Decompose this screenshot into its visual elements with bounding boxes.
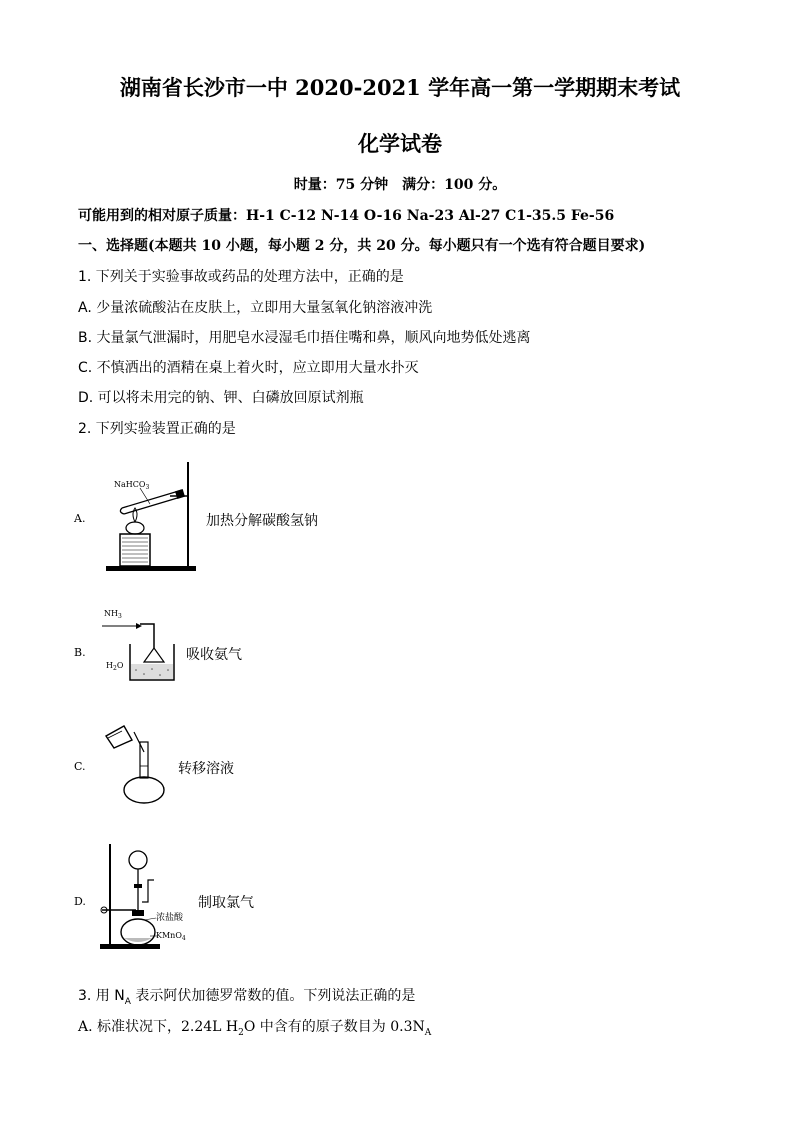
section-heading: 一、选择题(本题共 10 小题，每小题 2 分，共 20 分。每小题只有一个选有符合题目要求): [78, 238, 646, 254]
option-b-caption: 吸收氨气: [186, 647, 242, 663]
ammonia-absorption-figure: [96, 604, 176, 684]
atomic-masses: 可能用到的相对原子质量：H-1 C-12 N-14 O-16 Na-23 Al-27 C1-35.5 Fe-56: [78, 208, 615, 224]
option-c-caption: 转移溶液: [178, 761, 234, 777]
page-subtitle: 化学试卷: [358, 131, 442, 156]
option-d-letter: D.: [74, 895, 86, 908]
question-1-option-c: C. 不慎洒出的酒精在桌上着火时，应立即用大量水扑灭: [78, 360, 419, 376]
question-1-option-a: A. 少量浓硫酸沾在皮肤上，立即用大量氢氧化钠溶液冲洗: [78, 300, 433, 316]
question-1-stem: 1. 下列关于实验事故或药品的处理方法中，正确的是: [78, 269, 404, 285]
h2o-label: $H_2O$: [106, 661, 124, 672]
kmno4-label: KMnO$_4$: [156, 931, 186, 942]
page-title: 湖南省长沙市一中 2020-2021 学年高一第一学期期末考试: [119, 75, 681, 100]
option-c-letter: C.: [74, 760, 86, 773]
question-1-option-b: B. 大量氯气泄漏时，用肥皂水浸湿毛巾捂住嘴和鼻，顺风向地势低处逃离: [78, 330, 531, 346]
conc-hcl-label: 浓盐酸: [156, 913, 184, 923]
volumetric-flask-figure: [100, 722, 170, 804]
option-b-letter: B.: [74, 646, 86, 659]
nh3-label: $NH_3$: [104, 609, 122, 620]
option-a-letter: A.: [74, 512, 86, 525]
option-d-caption: 制取氯气: [198, 895, 254, 911]
question-1-option-d: D. 可以将未用完的钠、钾、白磷放回原试剂瓶: [78, 390, 364, 406]
option-a-caption: 加热分解碳酸氢钠: [206, 513, 318, 529]
chlorine-generator-figure: [96, 840, 200, 956]
question-3-option-a: A. 标准状况下，2.24L $H_2O$ 中含有的原子数目为 $0.3N_A$: [78, 1019, 432, 1038]
question-2-stem: 2. 下列实验装置正确的是: [78, 421, 236, 437]
time-score: 时量：75 分钟 满分：100 分。: [293, 177, 507, 193]
question-3-stem: 3. 用 $N_A$ 表示阿伏加德罗常数的值。下列说法正确的是: [78, 988, 416, 1007]
heating-apparatus-figure: [100, 458, 200, 578]
nahco3-label: NaHCO$_3$: [114, 480, 150, 491]
